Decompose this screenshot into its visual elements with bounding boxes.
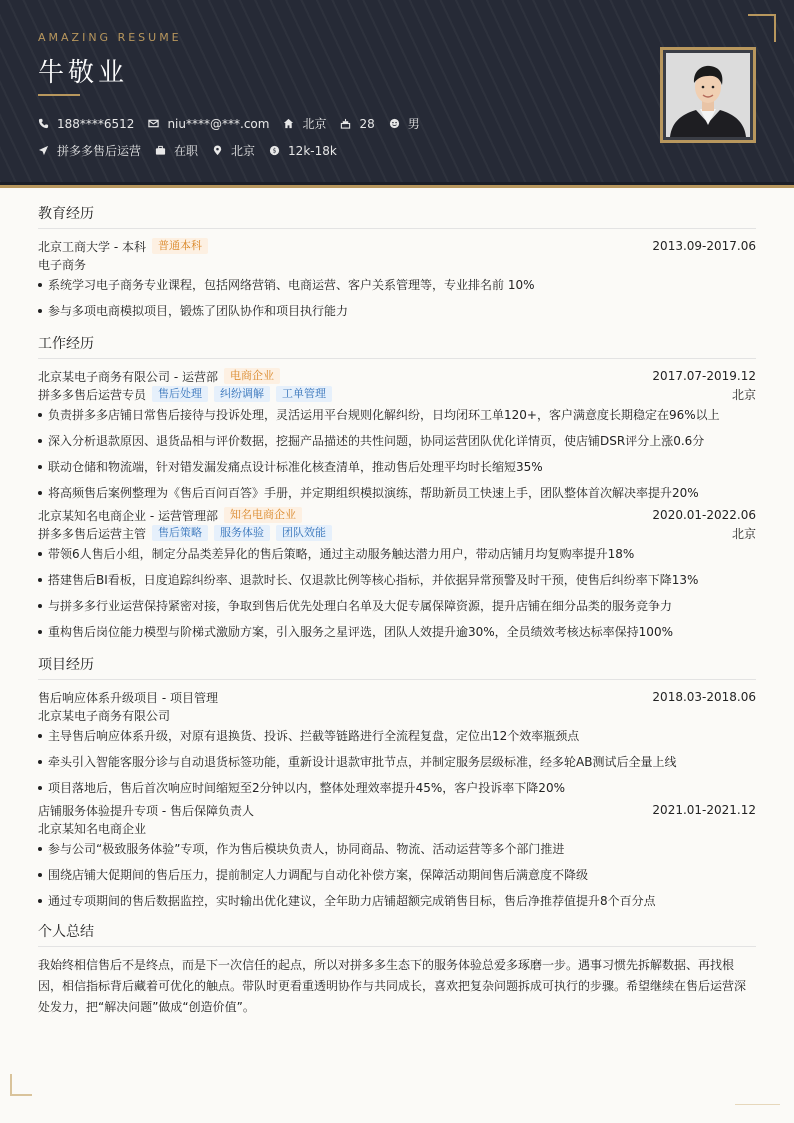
work-entry-sub [38, 524, 756, 542]
section-title: 教育经历 [38, 204, 756, 229]
job-role: 拼多多售后运营主管 [38, 526, 147, 541]
list-item: 项目落地后，售后首次响应时间缩短至2分钟以内，整体处理效率提升45%，客户投诉率下降20% [38, 779, 756, 797]
list-item: 通过专项期间的售后数据监控，实时输出优化建议，全年助力店铺超额完成销售目标，售后净推荐值提升8个百分点 [38, 892, 756, 910]
list-item: 联动仓储和物流端，针对错发漏发痛点设计标准化核查清单，推动售后处理平均时长缩短35% [38, 458, 756, 476]
city-item [283, 115, 326, 132]
project-bullets [38, 840, 756, 910]
summary-section [38, 922, 756, 1018]
project-period: 2018.03-2018.06 [652, 690, 756, 704]
list-item: 负责拼多多店铺日常售后接待与投诉处理，灵活运用平台规则化解纠纷，日均闭环工单120+，客户满意度长期稳定在96%以上 [38, 406, 756, 424]
work-period: 2017.07-2019.12 [652, 369, 756, 383]
city-text: 北京 [302, 117, 327, 131]
briefcase-icon [155, 145, 166, 156]
phone-item [38, 117, 134, 131]
project-org: 北京某电子商务有限公司 [38, 708, 171, 723]
job-location: 北京 [731, 526, 756, 541]
email-text: niu****@***.com [167, 116, 270, 131]
smile-icon [389, 118, 400, 129]
work-entry-head [38, 367, 756, 385]
footer-line [735, 1104, 780, 1105]
corner-decoration [10, 1074, 32, 1096]
skill-tag: 工单管理 [276, 386, 332, 402]
list-item: 带领6人售后小组，制定分品类差异化的售后策略，通过主动服务触达潜力用户，带动店铺月均复购率提升18% [38, 545, 756, 563]
target-job-text: 拼多多售后运营 [57, 144, 142, 158]
header-divider [0, 182, 794, 188]
education-section [38, 204, 756, 320]
work-bullets [38, 406, 756, 502]
gender-text: 男 [407, 117, 420, 131]
work-entry [38, 506, 756, 641]
project-name: 售后响应体系升级项目 - 项目管理 [38, 690, 218, 705]
intention-row [38, 142, 351, 159]
work-entry [38, 367, 756, 502]
job-role: 拼多多售后运营专员 [38, 387, 147, 402]
resume-header [0, 0, 794, 184]
project-entry-head [38, 801, 756, 819]
list-item: 参与多项电商模拟项目，锻炼了团队协作和项目执行能力 [38, 302, 756, 320]
project-org: 北京某知名电商企业 [38, 821, 147, 836]
status-text: 在职 [174, 144, 199, 158]
school-name: 北京工商大学 - 本科 [38, 239, 146, 254]
send-icon [38, 145, 49, 156]
profile-photo [666, 53, 750, 137]
location-pin-icon [212, 145, 223, 156]
job-location: 北京 [731, 387, 756, 402]
company-tag: 电商企业 [224, 368, 280, 384]
age-item [340, 117, 374, 131]
company-tag: 知名电商企业 [224, 507, 302, 523]
education-period: 2013.09-2017.06 [652, 239, 756, 253]
project-period: 2021.01-2021.12 [652, 803, 756, 817]
section-title: 个人总结 [38, 922, 756, 947]
list-item: 牵头引入智能客服分诊与自动退货标签功能，重新设计退款审批节点，并制定服务层级标准，经多轮AB测试后全量上线 [38, 753, 756, 771]
corner-decoration [748, 14, 776, 42]
candidate-name: 牛敬业 [38, 58, 129, 88]
skill-tag: 纠纷调解 [214, 386, 270, 402]
project-bullets [38, 727, 756, 797]
salary-text: 12k-18k [288, 143, 337, 158]
list-item: 参与公司“极致服务体验”专项，作为售后模块负责人，协同商品、物流、活动运营等多个部门推进 [38, 840, 756, 858]
target-city-item [212, 142, 255, 159]
education-bullets [38, 276, 756, 320]
summary-text: 我始终相信售后不是终点，而是下一次信任的起点，所以对拼多多生态下的服务体验总爱多琢磨一步。遇事习惯先拆解数据、再找根因，相信指标背后藏着可优化的触点。带队时更看重透明协作与共同成长，喜欢把复杂问题拆成可执行的步骤。希望继续在售后运营深处发力，把“解决问题”做成“创造价值”。 [38, 958, 747, 1014]
coin-icon [269, 145, 280, 156]
project-entry [38, 801, 756, 910]
salary-item [269, 144, 337, 158]
status-item [155, 142, 198, 159]
home-icon [283, 118, 294, 129]
target-city-text: 北京 [231, 144, 256, 158]
list-item: 重构售后岗位能力模型与阶梯式激励方案，引入服务之星评选，团队人效提升逾30%，全员绩效考核达标率保持100% [38, 623, 756, 641]
resume-body [38, 204, 756, 1018]
list-item: 系统学习电子商务专业课程，包括网络营销、电商运营、客户关系管理等，专业排名前 10% [38, 276, 756, 294]
project-entry [38, 688, 756, 797]
work-period: 2020.01-2022.06 [652, 508, 756, 522]
skill-tag: 售后处理 [152, 386, 208, 402]
name-underline [38, 94, 80, 96]
svg-text:$: $ [272, 147, 277, 155]
work-bullets [38, 545, 756, 641]
email-item [148, 117, 269, 131]
section-title: 项目经历 [38, 655, 756, 680]
work-entry-sub [38, 385, 756, 403]
gender-item [389, 115, 420, 132]
list-item: 深入分析退款原因、退货品相与评价数据，挖掘产品描述的共性问题，协同运营团队优化详情页，使店铺DSR评分上涨0.6分 [38, 432, 756, 450]
project-name: 店铺服务体验提升专项 - 售后保障负责人 [38, 803, 254, 818]
list-item: 将高频售后案例整理为《售后百问百答》手册，并定期组织模拟演练，帮助新员工快速上手，团队整体首次解决率提升20% [38, 484, 756, 502]
company-name: 北京某电子商务有限公司 - 运营部 [38, 369, 218, 384]
skill-tag: 团队效能 [276, 525, 332, 541]
education-entry-head [38, 237, 756, 255]
list-item: 主导售后响应体系升级，对原有退换货、投诉、拦截等链路进行全流程复盘，定位出12个效率瓶颈点 [38, 727, 756, 745]
cake-icon [340, 118, 351, 129]
project-entry-head [38, 688, 756, 706]
contact-row [38, 115, 434, 132]
school-tag: 普通本科 [152, 238, 208, 254]
list-item: 围绕店铺大促期间的售后压力，提前制定人力调配与自动化补偿方案，保障活动期间售后满意度不降级 [38, 866, 756, 884]
section-title: 工作经历 [38, 334, 756, 359]
phone-text: 188****6512 [57, 116, 135, 131]
phone-icon [38, 118, 49, 129]
skill-tag: 售后策略 [152, 525, 208, 541]
list-item: 搭建售后BI看板，日度追踪纠纷率、退款时长、仅退款比例等核心指标，并依据异常预警及时干预，使售后纠纷率下降13% [38, 571, 756, 589]
age-text: 28 [359, 116, 375, 131]
mail-icon [148, 118, 159, 129]
skill-tag: 服务体验 [214, 525, 270, 541]
target-job-item [38, 142, 141, 159]
work-section [38, 334, 756, 641]
work-entry-head [38, 506, 756, 524]
projects-section [38, 655, 756, 910]
profile-photo-frame [660, 47, 756, 143]
list-item: 与拼多多行业运营保持紧密对接，争取到售后优先处理白名单及大促专属保障资源，提升店铺在细分品类的服务竞争力 [38, 597, 756, 615]
major: 电子商务 [38, 257, 87, 272]
company-name: 北京某知名电商企业 - 运营管理部 [38, 508, 218, 523]
resume-tagline: AMAZING RESUME [38, 31, 182, 44]
